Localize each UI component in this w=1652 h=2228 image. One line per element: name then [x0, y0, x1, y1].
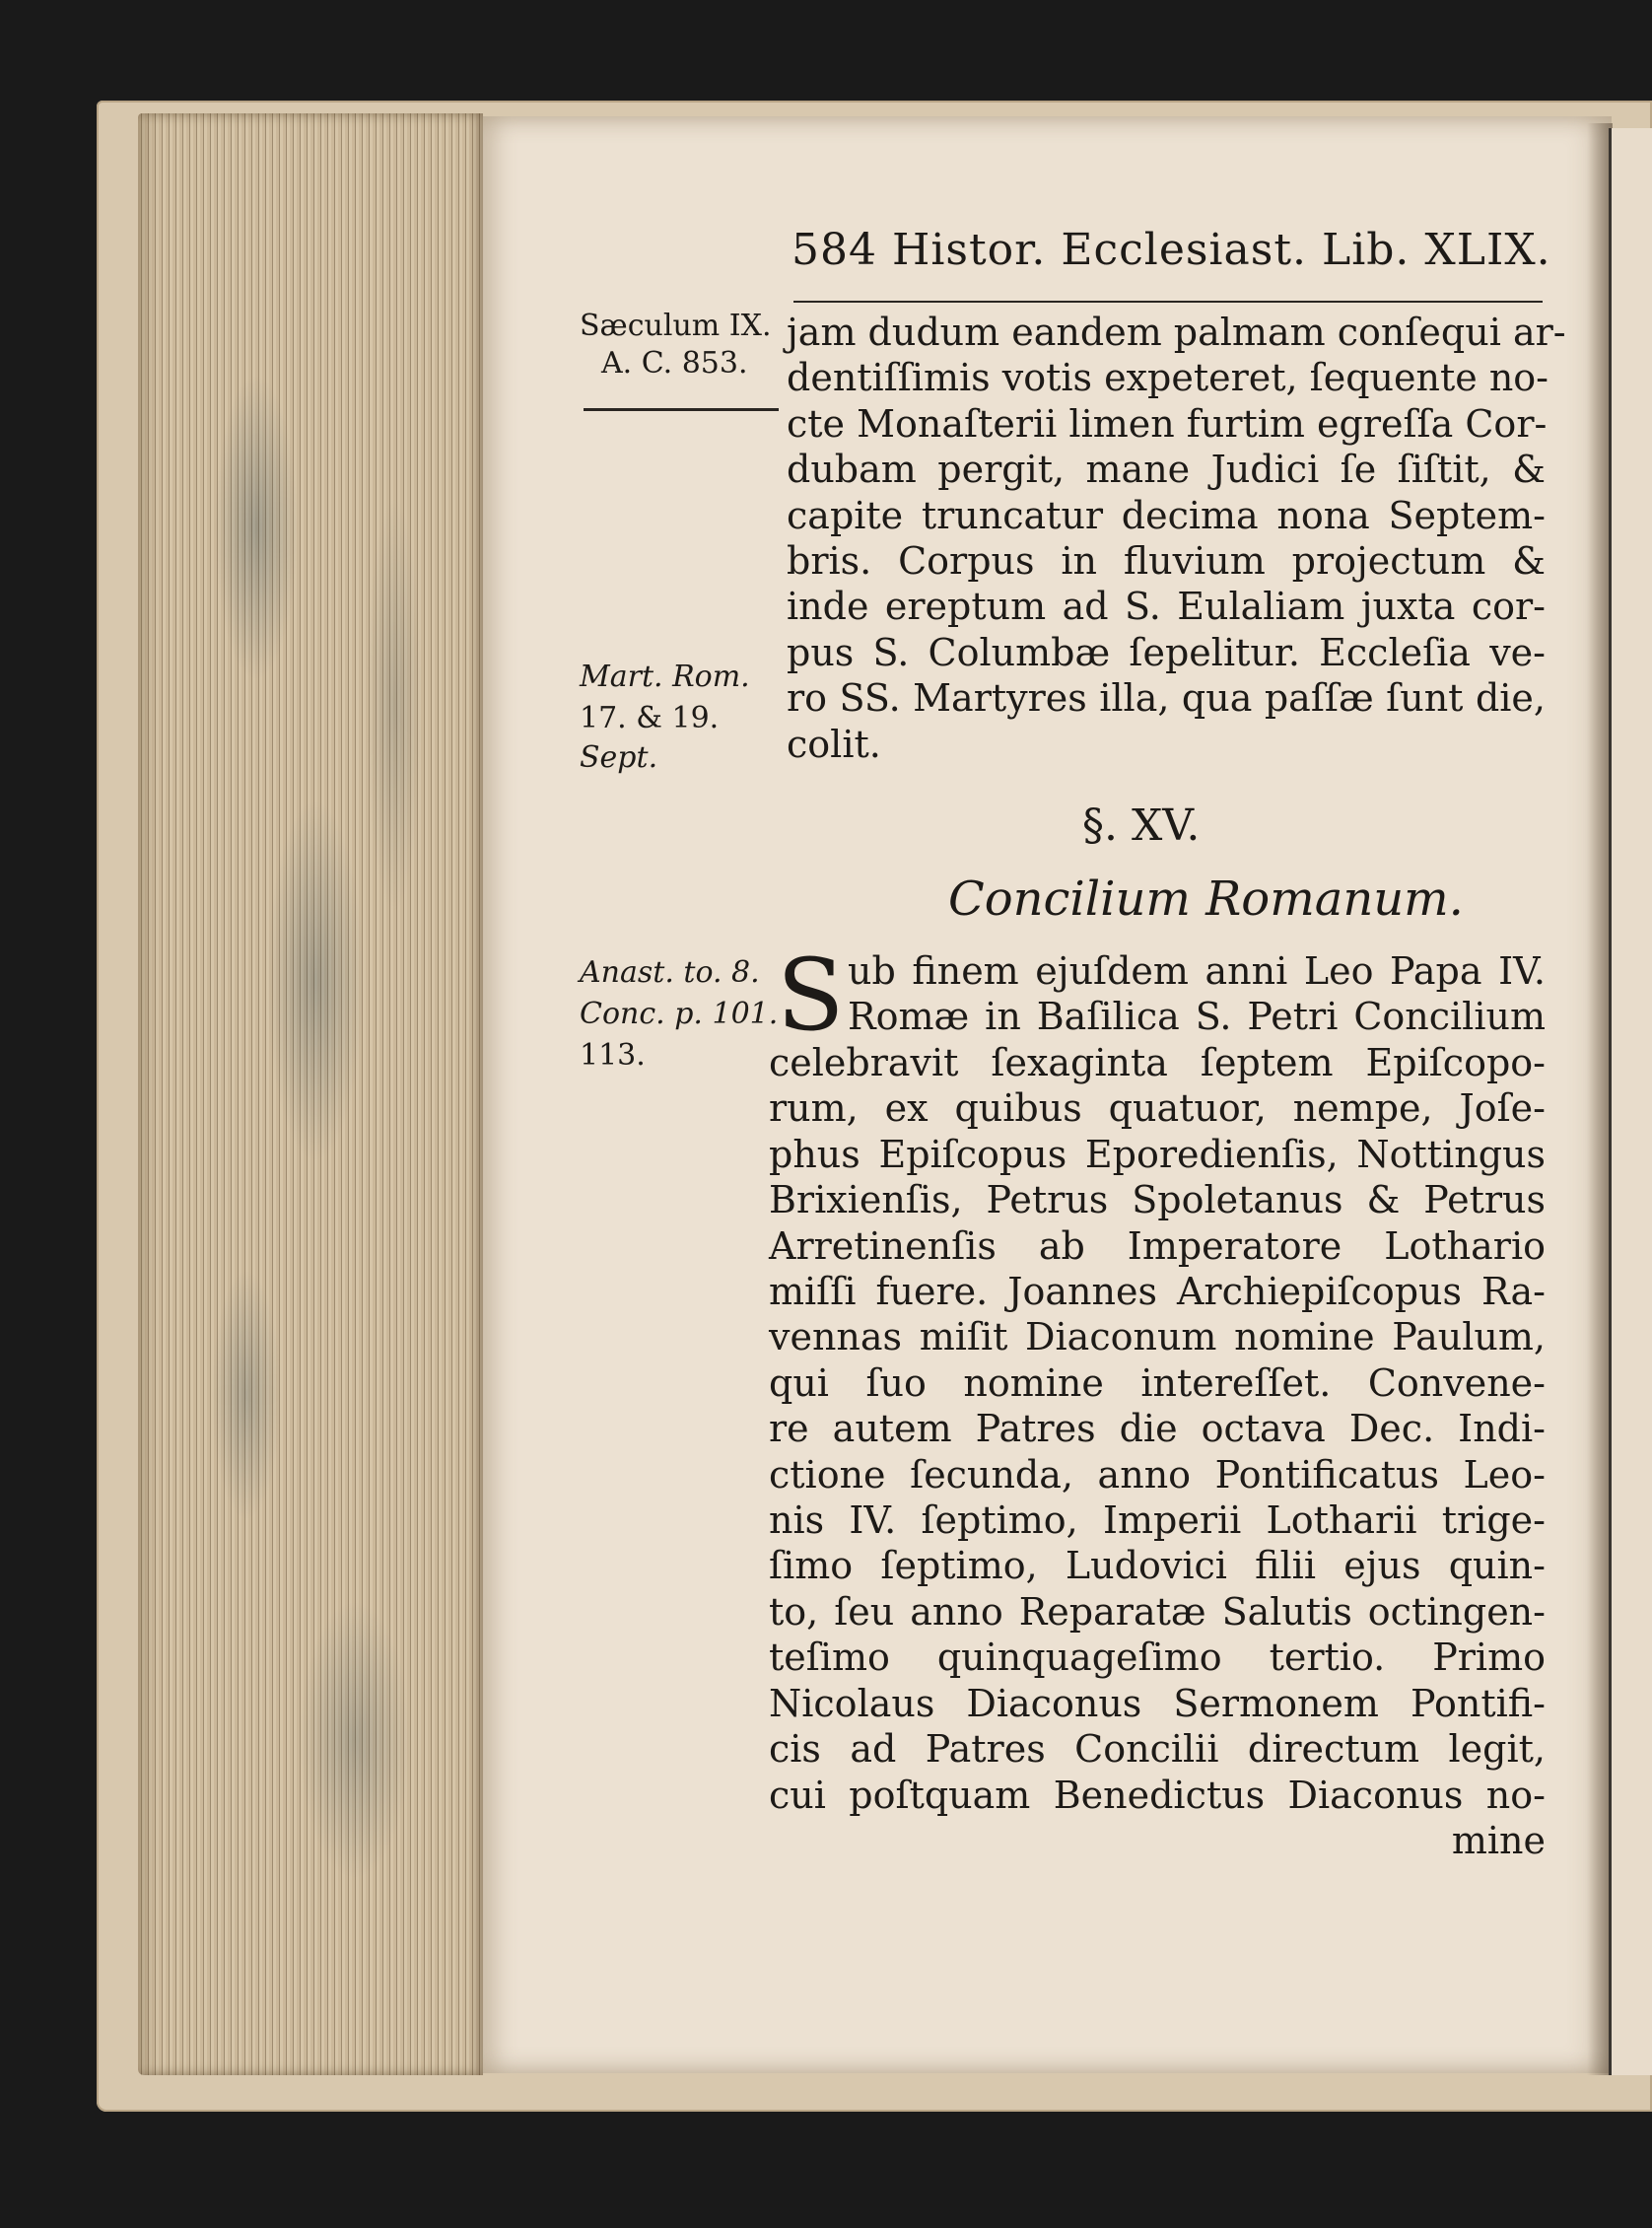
text-line: cte Monaſterii limen furtim egreſſa Cor- — [787, 401, 1548, 446]
header-rule — [793, 301, 1543, 303]
text-line: Brixienſis, Petrus Spoletanus & Petrus — [769, 1178, 1546, 1222]
paragraph-2-opening — [848, 948, 1546, 1040]
facing-page-edge — [1609, 128, 1652, 2075]
text-line: celebravit ſexaginta ſeptem Epiſcopo- — [769, 1041, 1546, 1084]
text-line: to, ſeu anno Reparatæ Salutis octingen- — [769, 1589, 1546, 1634]
margin-note-anast-1: Anast. to. 8. — [580, 955, 760, 990]
text-line: cis ad Patres Concilii directum legit, — [769, 1727, 1546, 1772]
text-line: pus S. Columbæ ſepelitur. Eccleſia ve- — [787, 630, 1546, 674]
text-line: Nicolaus Diaconus Sermonem Pontifi- — [769, 1681, 1546, 1725]
catchword: mine — [1451, 1818, 1546, 1862]
text-line: ub finem ejuſdem anni Leo Papa IV. — [848, 949, 1546, 993]
text-line: nis IV. ſeptimo, Imperii Lotharii trige- — [769, 1498, 1546, 1543]
text-line: Arretinenſis ab Imperatore Lothario — [769, 1223, 1546, 1268]
text-line: dubam pergit, mane Judici ſe ſiſtit, & — [787, 448, 1546, 492]
section-number: §. XV. — [1082, 801, 1201, 851]
section-title: Concilium Romanum. — [948, 871, 1464, 927]
text-line: qui ſuo nomine intereſſet. Convene- — [769, 1360, 1546, 1405]
text-line: cui poſtquam Benedictus Diaconus no- — [769, 1773, 1546, 1817]
text-line: inde ereptum ad S. Eulaliam juxta cor- — [787, 585, 1546, 629]
running-head: 584 Histor. Ecclesiast. Lib. XLIX. — [792, 225, 1551, 275]
text-line: ſimo ſeptimo, Ludovici filii ejus quin- — [769, 1544, 1546, 1588]
text-line: rum, ex quibus quatuor, nempe, Joſe- — [769, 1086, 1546, 1131]
margin-note-year: A. C. 853. — [601, 346, 748, 381]
margin-note-mart-1: Mart. Rom. — [580, 660, 750, 694]
margin-note-mart-3: Sept. — [580, 740, 658, 775]
margin-note-mart-2: 17. & 19. — [580, 701, 720, 735]
text-line: teſimo quinquageſimo tertio. Primo — [769, 1636, 1546, 1680]
text-line: colit. — [787, 722, 881, 766]
text-line: phus Epiſcopus Eporedienſis, Nottingus — [769, 1132, 1546, 1176]
drop-cap: S — [777, 938, 845, 1053]
text-line: bris. Corpus in fluvium projectum & — [787, 539, 1546, 584]
text-line: vennas miſit Diaconum nomine Paulum, — [769, 1315, 1546, 1359]
paragraph-2 — [769, 1040, 1546, 1863]
text-line: Romæ in Baſilica S. Petri Concilium — [848, 995, 1546, 1039]
margin-rule — [584, 408, 779, 411]
text-line: dentiſſimis votis expeteret, ſequente no- — [787, 356, 1549, 400]
margin-note-saeculum: Sæculum IX. — [580, 309, 772, 343]
text-line: capite truncatur decima nona Septem- — [787, 493, 1546, 537]
book-fore-edge — [138, 113, 483, 2075]
text-line: re autem Patres die octava Dec. Indi- — [769, 1407, 1546, 1451]
text-line: miſſi fuere. Joannes Archiepiſcopus Ra- — [769, 1270, 1546, 1314]
margin-note-anast-2: Conc. p. 101. — [580, 997, 779, 1031]
text-line: jam dudum eandem palmam conſequi ar- — [787, 311, 1566, 354]
margin-note-anast-3: 113. — [580, 1038, 646, 1073]
text-line: ro SS. Martyres illa, qua paſſæ ſunt die, — [787, 676, 1546, 721]
text-line: ctione ſecunda, anno Pontificatus Leo- — [769, 1452, 1546, 1497]
paragraph-1 — [787, 310, 1566, 767]
